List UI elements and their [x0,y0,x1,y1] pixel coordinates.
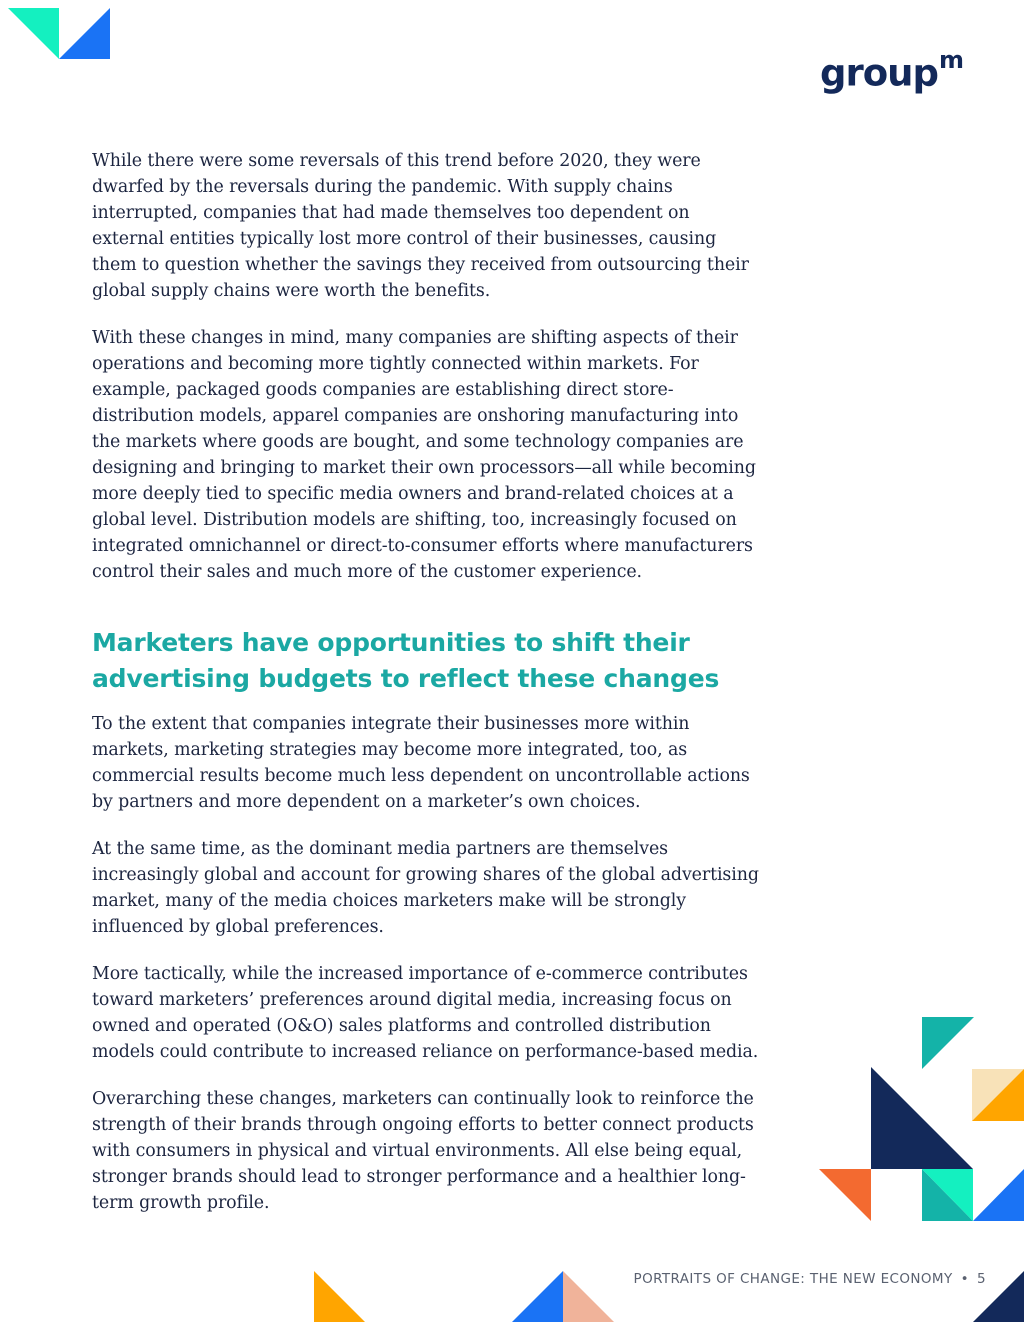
paragraph: To the extent that companies integrate their businesses more within markets, marketing strategies may become more integrated, too, as commercial results become much less dependent on uncontrollable actions by partners and more dependent on a marketer’s own choices. [92,714,750,812]
blue-corner-triangle [973,1169,1024,1221]
paragraph: Overarching these changes, marketers can continually look to reinforce the strength of their brands through ongoing efforts to better connect products with consumers in physical and virtual environments. All else being equal, stronger brands should lead to stronger performance and a healthier long-term growth profile. [92,1089,754,1213]
paragraph: More tactically, while the increased importance of e-commerce contributes toward marketers’ preferences around digital media, increasing focus on owned and operated (O&O) sales platforms and controlled distribution models could contribute to increased reliance on performance-based media. [92,964,759,1062]
top-left-blue-triangle [59,8,110,59]
page-number: 5 [977,1271,986,1287]
yellow-bottom-triangle [314,1271,365,1322]
peach-bottom-triangle [563,1271,614,1322]
section-heading: Marketers have opportunities to shift their advertising budgets to reflect these changes [92,628,720,693]
teal-triangle [922,1017,974,1069]
footer-separator: • [960,1271,969,1287]
article-body [92,148,764,1237]
paragraph: While there were some reversals of this trend before 2020, they were dwarfed by the reversals during the pandemic. With supply chains interrupted, companies that had made themselves too dependent on external entities typically lost more control of their businesses, causing them to question whether the savings they received from outsourcing their global supply chains were worth the benefits. [92,151,749,301]
blue-bottom-triangle [512,1271,563,1322]
navy-large-triangle [871,1067,973,1169]
orange-triangle [819,1169,871,1221]
footer-title: PORTRAITS OF CHANGE: THE NEW ECONOMY [633,1271,953,1287]
paragraph: At the same time, as the dominant media partners are themselves increasingly global and account for growing shares of the global advertising market, many of the media choices marketers make will be strongly influenced by global preferences. [92,839,759,937]
paragraph: With these changes in mind, many companies are shifting aspects of their operations and becoming more tightly connected within markets. For example, packaged goods companies are establishing direct store-distribution models, apparel companies are onshoring manufacturing into the markets where goods are bought, and some technology companies are designing and bringing to market their own processors—all while becoming more deeply tied to specific media owners and brand-related choices at a global level. Distribution models are shifting, too, increasingly focused on integrated omnichannel or direct-to-consumer efforts where manufacturers control their sales and much more of the customer experience. [92,328,756,582]
groupm-logo: group$^m$ [820,46,963,95]
top-left-mint-triangle [8,8,59,59]
page-footer [634,1271,986,1287]
